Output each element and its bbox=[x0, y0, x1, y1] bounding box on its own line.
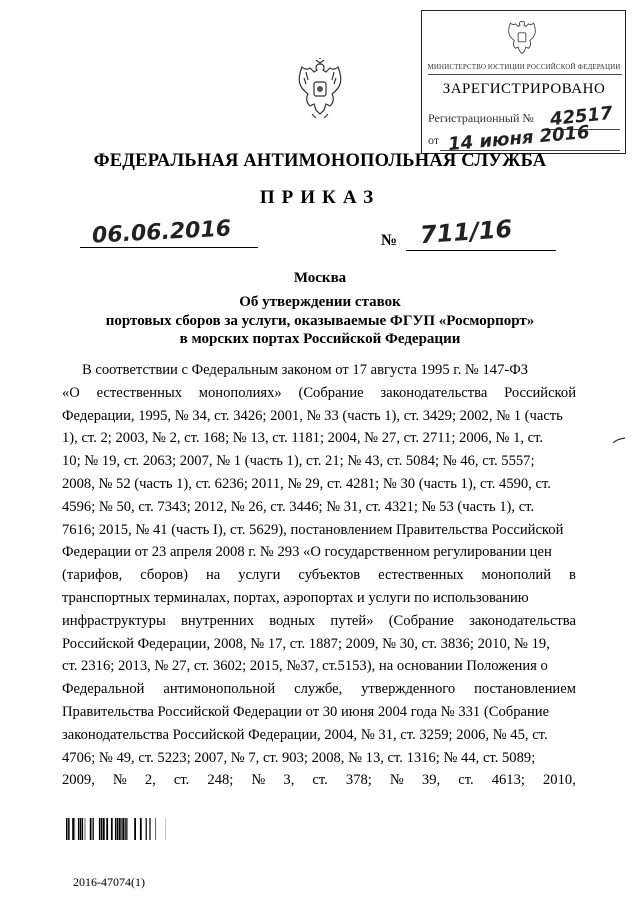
agency-name: ФЕДЕРАЛЬНАЯ АНТИМОНОПОЛЬНАЯ СЛУЖБА bbox=[93, 151, 547, 171]
body-text: Федерации, 1995, № 34, ст. 3426; 2001, № 33 (часть 1), ст. 3429; 2002, № 1 (часть bbox=[62, 407, 563, 424]
body-text: 2008, № 52 (часть 1), ст. 6236; 2011, № 29, ст. 4281; № 30 (часть 1), ст. 4590, ст. bbox=[62, 475, 551, 492]
body-text: в bbox=[569, 567, 576, 584]
stamp-emblem-icon bbox=[504, 17, 540, 59]
body-text: 4706; № 49, ст. 5223; 2007, № 7, ст. 903; 2008, № 13, ст. 1316; № 44, ст. 5089; bbox=[62, 749, 536, 766]
document-type: ПРИКАЗ bbox=[259, 187, 381, 208]
body-text: путей» bbox=[330, 612, 374, 629]
state-emblem-icon bbox=[292, 58, 348, 122]
number-underline bbox=[406, 250, 556, 251]
body-text: постановлением bbox=[474, 681, 576, 698]
body-text: инфраструктуры bbox=[62, 612, 166, 629]
body-text: услуги bbox=[238, 567, 281, 584]
body-line bbox=[62, 747, 576, 770]
body-text: антимонопольной bbox=[163, 681, 276, 698]
body-text: сборов) bbox=[140, 567, 189, 584]
body-text: законодательства bbox=[469, 612, 576, 629]
title-line: в морских портах Российской Федерации bbox=[179, 331, 461, 347]
body-text: № bbox=[251, 772, 266, 789]
body-line bbox=[62, 678, 576, 701]
body-text: монополий bbox=[481, 567, 552, 584]
body-text: службе, bbox=[294, 681, 343, 698]
body-text: 2, bbox=[144, 772, 156, 789]
body-text: 2010, bbox=[543, 772, 576, 789]
body-line bbox=[62, 541, 576, 564]
body-line bbox=[62, 587, 576, 610]
body-line bbox=[62, 405, 576, 428]
body-text: ст. bbox=[173, 772, 190, 789]
body-text: № bbox=[389, 772, 404, 789]
body-text: законодательства Российской Федерации, 2004, № 31, ст. 3259; 2006, № 45, ст. bbox=[62, 726, 548, 743]
stamp-date-prefix: от bbox=[428, 133, 440, 147]
body-text: ст. bbox=[312, 772, 328, 789]
body-line bbox=[62, 564, 576, 587]
body-text: естественных bbox=[378, 567, 464, 584]
body-text: Федеральной bbox=[62, 681, 145, 698]
body-text: № bbox=[112, 772, 127, 789]
body-line bbox=[62, 473, 576, 496]
registration-stamp bbox=[421, 10, 626, 154]
body-text: внутренних bbox=[180, 612, 255, 629]
body-text: 39, bbox=[421, 772, 441, 789]
body-text: ст. 2316; 2013, № 27, ст. 3602; 2015, №37, ст.5153), на основании Положения о bbox=[62, 658, 548, 675]
title-line: портовых сборов за услуги, оказываемые ФГУП «Росморпорт» bbox=[105, 312, 535, 329]
body-text: 248; bbox=[207, 772, 234, 789]
stamp-divider bbox=[428, 74, 622, 75]
order-title bbox=[0, 293, 640, 349]
body-line bbox=[62, 655, 576, 678]
body-text: транспортных терминалах, портах, аэропортах и услуги по использованию bbox=[62, 589, 529, 606]
body-line bbox=[62, 724, 576, 747]
barcode-icon bbox=[66, 818, 166, 840]
body-text: субъектов bbox=[298, 567, 361, 584]
body-text: «О bbox=[62, 384, 80, 401]
body-text: 1), ст. 2; 2003, № 2, ст. 168; № 13, ст. 1181; 2004, № 27, ст. 2711; 2006, № 1, ст. bbox=[62, 430, 544, 447]
body-text: ст. bbox=[458, 772, 474, 789]
body-text: 3, bbox=[283, 772, 295, 789]
body-line bbox=[62, 450, 576, 473]
date-underline bbox=[80, 247, 258, 248]
barcode-id: 2016-47074(1) bbox=[73, 875, 145, 889]
body-line bbox=[62, 610, 576, 633]
order-number: 711/16 bbox=[419, 214, 514, 250]
body-text: Российской bbox=[504, 384, 576, 401]
body-text: В соответствии с Федеральным законом от 17 августа 1995 г. № 147-ФЗ bbox=[82, 362, 529, 378]
order-date: 06.06.2016 bbox=[91, 216, 232, 249]
body-line bbox=[62, 382, 576, 405]
body-text: Российской Федерации, 2008, № 17, ст. 1887; 2009, № 30, ст. 3836; 2010, № 19, bbox=[62, 635, 550, 652]
body-text: 2009, bbox=[62, 772, 95, 789]
body-text: 7616; 2015, № 41 (часть I), ст. 5629), постановлением Правительства Российской bbox=[62, 521, 564, 538]
body-text: водных bbox=[269, 612, 316, 629]
body-line bbox=[62, 427, 576, 450]
body-text: 10; № 19, ст. 2063; 2007, № 1 (часть 1), ст. 21; № 43, ст. 5084; № 46, ст. 5557; bbox=[62, 453, 535, 470]
body-text: 378; bbox=[345, 772, 372, 789]
order-body bbox=[62, 359, 576, 792]
body-line bbox=[62, 769, 576, 792]
body-line bbox=[62, 359, 576, 382]
body-text: (тарифов, bbox=[62, 567, 123, 584]
stamp-reg-label: Регистрационный № bbox=[428, 111, 534, 125]
body-text: 4613; bbox=[491, 772, 525, 789]
title-line: Об утверждении ставок bbox=[239, 294, 401, 310]
stamp-ministry: МИНИСТЕРСТВО ЮСТИЦИИ РОССИЙСКОЙ ФЕДЕРАЦИИ bbox=[427, 63, 621, 71]
body-text: на bbox=[206, 567, 221, 584]
body-text: монополиях» bbox=[198, 384, 282, 401]
body-line bbox=[62, 633, 576, 656]
stamp-status: ЗАРЕГИСТРИРОВАНО bbox=[442, 81, 606, 97]
stamp-reg-number: 42517 bbox=[549, 102, 614, 131]
stamp-reg-date: 14 июня 2016 bbox=[447, 121, 591, 156]
body-text: утвержденного bbox=[361, 681, 456, 698]
body-text: 4596; № 50, ст. 7343; 2012, № 26, ст. 3446; № 31, ст. 4321; № 53 (часть 1), ст. bbox=[62, 498, 535, 515]
margin-mark bbox=[612, 437, 626, 445]
body-text: (Собрание bbox=[388, 612, 454, 629]
body-text: естественных bbox=[96, 384, 182, 401]
number-sign: № bbox=[381, 232, 398, 249]
body-text: (Собрание bbox=[298, 384, 364, 401]
body-line bbox=[62, 701, 576, 724]
body-text: законодательства bbox=[380, 384, 488, 401]
body-line bbox=[62, 519, 576, 542]
body-text: Федерации от 23 апреля 2008 г. № 293 «О государственном регулировании цен bbox=[62, 544, 552, 561]
body-text: Правительства Российской Федерации от 30 июня 2004 года № 331 (Собрание bbox=[62, 703, 550, 720]
body-line bbox=[62, 496, 576, 519]
city: Москва bbox=[293, 270, 347, 286]
